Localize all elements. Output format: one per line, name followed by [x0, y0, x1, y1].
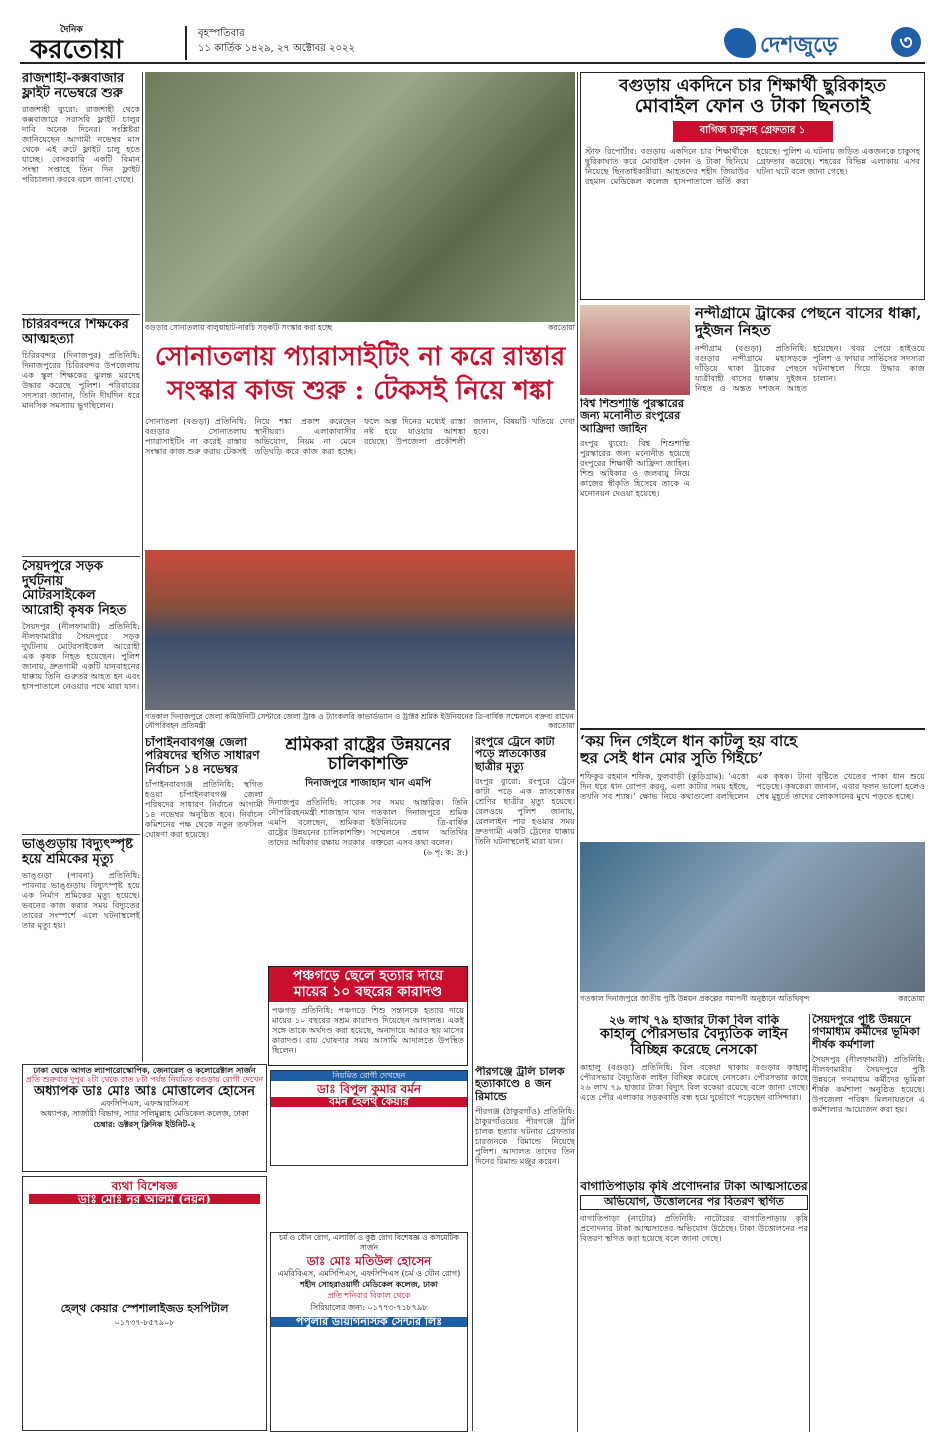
story-sonatola [145, 340, 575, 550]
ad-hospital: অধ্যাপক, সার্জারী বিভাগ, স্যার সলিমুল্লাহ মেডিকেল কলেজ, ঢাকা [40, 1109, 249, 1118]
ad-line: প্রতি শুক্রবার দুপুর ২টা থেকে রাত ৮টা পর্যন্ত নিয়মিত বগুড়ায় রোগী দেখেন [25, 1075, 264, 1084]
divider [22, 834, 140, 835]
story-headline: পীরগঞ্জে ট্রলি চালক হত্যাকাণ্ডে ৪ জন রিমান্ডে [475, 1066, 565, 1103]
story-headline: রংপুরে ট্রেনে কাটা পড়ে স্নাতকোত্তর ছাত্রীর মৃত্যু [475, 736, 555, 773]
story-chapai [145, 736, 263, 1061]
story-bogura-snatch [580, 72, 925, 300]
ad-title: ব্যথা বিশেষজ্ঞ [111, 1179, 178, 1193]
story-saidpur [22, 560, 140, 830]
section-title [720, 24, 925, 62]
story-chirirbandar [22, 318, 140, 553]
story-headline: নন্দীগ্রামে ট্রাকের পেছনে বাসের ধাক্কা, দুইজন নিহত [695, 305, 922, 339]
photo-road-repair [145, 72, 575, 322]
story-body: পঞ্চগড় প্রতিনিধি: পঞ্চগড়ে শিশু সন্তানকে হত্যার দায়ে মায়ের ১০ বছরের সশ্রম কারাদণ্ড দিয়েছেন আদালত। একই সঙ্গে তাকে অর্থদণ্ড করা হয়েছে, অনাদায়ে আরও ছয় মাসের কারাদণ্ড। রায় ঘোষণার সময় আসামি আদালতে উপস্থিত ছিলেন। [272, 1005, 464, 1056]
section-name: দেশজুড়ে [760, 32, 838, 58]
story-kahalu [580, 1014, 808, 1174]
story-body: পীরগঞ্জ (ঠাকুরগাঁও) প্রতিনিধি: ঠাকুরগাঁওয়ের পীরগঞ্জে ট্রলি চালক হত্যার ঘটনায় গ্রেফতার চারজনকে রিমান্ডে নিয়েছে পুলিশ। আদালত তাদের তিন দিনের রিমান্ড মঞ্জুর করেন। [475, 1105, 575, 1166]
masthead-date-block [198, 26, 458, 60]
ad-center: চেম্বার: ডক্টরস্ ক্লিনিক ইউনিট-২ [93, 1119, 196, 1129]
story-rajshahi [22, 72, 140, 312]
story-headline: সোনাতলায় প্যারাসাইটিং না করে রাস্তার সংস্কার কাজ শুরু : টেকসই নিয়ে শঙ্কা [154, 342, 566, 406]
story-bhanga [22, 838, 140, 1060]
ad-serial: সিরিয়ালের জন্য: ০১৭৭৩-৭১৮৭৯৮ [310, 1303, 428, 1312]
photo-caption [580, 994, 925, 1012]
masthead [20, 22, 925, 64]
bangladesh-map-icon [724, 28, 756, 58]
caption-text: গতকাল দিনাজপুরে জেলা কমিউনিটি সেন্টারে জেলা ট্রাক ও ট্যাংকলরি কাভার্ডভ্যান ও ট্রাক্টর শ্রমিক ইউনিয়নের ত্রি-বার্ষিক সম্মেলনে বক্তব্য রাখেন নৌপরিবহন প্রতিমন্ত্রী [145, 712, 574, 730]
ad-line: নিয়মিত রোগী দেখছেন [271, 1071, 467, 1081]
page-number: ৩ [891, 27, 921, 57]
ad-name: ডাঃ মোঃ মতিউল হোসেন [306, 1254, 432, 1268]
story-headline-1: পঞ্চগড়ে ছেলে হত্যার দায়ে [292, 968, 444, 984]
story-paddy [580, 728, 925, 838]
story-body: শফিকুর রহমান শফিক, ফুলবাড়ী (কুড়িগ্রাম): ‘এত্তো দিন ধরে ধান রোপণ করনু, এলা কাটার সময় হইছে, তখনি সব শ্যাষ।’ ক্ষোভ নিয়ে কথাগুলো বলছিলেন এক কৃষক। টানা বৃষ্টিতে খেতের পাকা ধান শুয়ে পড়েছে। কৃষকেরা জানান, এবার ফলন ভালো হলেও শেষ মুহূর্তে তাদের লোকসানের মুখে পড়তে হচ্ছে। [580, 770, 925, 801]
story-body: বাগাতিপাড়া (নাটোর) প্রতিনিধি: নাটোরের বাগাতিপাড়ায় কৃষি প্রণোদনার টাকা আত্মসাতের অভিযোগ উঠেছে। টাকা উত্তোলনের পর বিতরণ স্থগিত করা হয়েছে বলে জানা গেছে। [580, 1212, 808, 1243]
column-rule [142, 72, 143, 1062]
ad-name: ডাঃ মোঃ নূর আলম (নয়ন) [29, 1194, 260, 1204]
story-rangpur-train [475, 736, 575, 1061]
story-headline-1: ‘কয় দিন গেইলে ধান কাটলু হয় বাহে [580, 732, 798, 750]
story-body: চাঁপাইনবাবগঞ্জ প্রতিনিধি: স্থগিত হওয়া চাঁপাইনবাবগঞ্জ জেলা পরিষদের সাধারণ নির্বাচন আগামী ১৪ নভেম্বর অনুষ্ঠিত হবে। নির্বাচন কমিশনের পক্ষ থেকে নতুন তফসিল ঘোষণা করা হয়েছে। [145, 779, 263, 840]
ad-degree: এফসিপিএস, এফআরসিএস [100, 1099, 189, 1108]
logo-big: করতোয়া [30, 35, 123, 62]
ad-center: বর্মন হেলথ্ কেয়ার [271, 1097, 467, 1107]
ad-surgeon [22, 1064, 267, 1172]
masthead-day: বৃহস্পতিবার [198, 28, 245, 39]
story-body: সোনাতলা (বগুড়া) প্রতিনিধি: বগুড়ার সোনাতলায় প্যারাসাইটিং না করেই রাস্তার সংস্কার কাজ শুরু করায় টেকসই নিয়ে শঙ্কা প্রকাশ করেছেন স্থানীয়রা। এলাকাবাসীর অভিযোগ, নিয়ম না মেনে তড়িঘড়ি করে কাজ করা হচ্ছে। ফলে অল্প দিনের মধ্যেই রাস্তা নষ্ট হয়ে যাওয়ার আশঙ্কা রয়েছে। উপজেলা প্রকৌশলী জানান, বিষয়টি খতিয়ে দেখা হবে। [145, 416, 575, 456]
ad-hospital: হেল্থ কেয়ার স্পেশালাইজড হসপিটাল [60, 1302, 229, 1315]
newspaper-logo [30, 22, 180, 62]
story-body: স্টাফ রিপোর্টার: বগুড়ায় একদিনে চার শিক্ষার্থীকে ছুরিকাঘাত করে মোবাইল ফোন ও টাকা ছিনিয়ে নিয়েছে ছিনতাইকারীরা। আহতদের শহীদ জিয়াউর রহমান মেডিকেল কলেজ হাসপাতালে ভর্তি করা হয়েছে। পুলিশ এ ঘটনায় জড়িত একজনকে চাকুসহ গ্রেফতার করেছে। শহরের বিভিন্ন এলাকায় এসব ঘটনা ঘটে বলে জানা গেছে। [585, 146, 920, 187]
ad-time: প্রতি শনিবার বিকাল থেকে [327, 1291, 411, 1300]
logo-small: দৈনিক [60, 25, 83, 35]
ad-line: ঢাকা থেকে আগত ল্যাপারোস্কোপিক, জেনারেল ও কলোরেক্টাল সার্জন [33, 1065, 256, 1075]
photo-caption [145, 323, 575, 335]
story-pirganj [475, 1066, 575, 1431]
photo-nutrition-event [580, 842, 925, 992]
story-headline-1: ২৬ লাখ ৭৯ হাজার টাকা বিল বাকি [608, 1014, 780, 1027]
story-nandigram [695, 305, 925, 725]
story-headline: চিরিরবন্দরে শিক্ষকের আত্মহত্যা [22, 318, 129, 347]
caption-credit: করতোয়া [548, 721, 575, 730]
column-rule [472, 736, 473, 1431]
story-kicker: বাগিজ চাকুসহ গ্রেফতার ১ [673, 121, 833, 142]
story-headline-2: মায়ের ১০ বছরের কারাদণ্ড [293, 983, 443, 1000]
ad-name: অধ্যাপক ডাঃ মোঃ আঃ মোত্তালেব হোসেন [33, 1084, 256, 1099]
photo-conference [145, 550, 575, 710]
story-body: চিরিরবন্দর (দিনাজপুর) প্রতিনিধি: দিনাজপুরের চিরিরবন্দর উপজেলায় এক স্কুল শিক্ষকের ঝুলন্ত মরদেহ উদ্ধার করেছে পুলিশ। পরিবারের সদস্যরা জানান, তিনি দীর্ঘদিন ধরে মানসিক সমস্যায় ভুগছিলেন। [22, 350, 140, 411]
divider [22, 556, 140, 557]
ad-skin [270, 1232, 468, 1432]
story-headline-2: মোবাইল ফোন ও টাকা ছিনতাই [634, 95, 871, 118]
story-headline: শ্রমিকরা রাষ্ট্রের উন্নয়নের চালিকাশক্তি [285, 736, 451, 775]
column-rule [577, 72, 578, 1432]
story-headline: বাগাতিপাড়ায় কৃষি প্রণোদনার টাকা আত্মসাতের [580, 1180, 808, 1193]
story-headline: ভাঙ্গুড়ায় বিদ্যুৎস্পৃষ্ট হয়ে শ্রমিকের মৃত্যু [22, 838, 133, 867]
story-headline: সৈয়দপুরে সড়ক দুর্ঘটনায় মোটরসাইকেল আরোহী কৃষক নিহত [22, 560, 127, 618]
story-headline: বিশ্ব শিশুশান্তি পুরস্কারের জন্য মনোনীত রংপুরের আফ্রিদা জাহিন [580, 398, 684, 435]
jump-line: (৬ পৃ: ক: দ্র:) [423, 847, 468, 858]
story-headline: রাজশাহী-কক্সবাজার ফ্লাইট নভেম্বরে শুরু [22, 72, 125, 101]
ad-name: ডাঃ বিপুল কুমার বর্মন [316, 1082, 422, 1096]
story-subhead: অভিযোগ, উত্তোলনের পর বিতরণ স্থগিত [580, 1195, 808, 1209]
masthead-divider [185, 26, 187, 60]
story-body: রংপুর ব্যুরো: বিশ্ব শিশুশান্তি পুরস্কারের জন্য মনোনীত হয়েছে রংপুরের শিক্ষার্থী আফ্রিদা জাহিন। শিশু অধিকার ও জলবায়ু নিয়ে কাজের স্বীকৃতি হিসেবে তাকে এ মনোনয়ন দেওয়া হয়েছে। [580, 437, 690, 498]
ad-hospital: শহীদ সোহরাওয়ার্দী মেডিকেল কলেজ, ঢাকা [300, 1279, 438, 1289]
photo-caption [145, 712, 575, 732]
masthead-date: ১১ কার্তিক ১৪২৯, ২৭ অক্টোবর ২০২২ [198, 43, 355, 54]
story-body: সৈয়দপুর (নীলফামারী) প্রতিনিধি: নীলফামারীর সৈয়দপুরে সড়ক দুর্ঘটনায় মোটরসাইকেল আরোহী এক কৃষক নিহত হয়েছেন। পুলিশ জানায়, দ্রুতগামী একটি যানবাহনের ধাক্কায় তিনি গুরুতর আহত হন এবং হাসপাতালে নেওয়ার পথে মারা যান। [22, 621, 140, 692]
ad-bipul [270, 1070, 468, 1166]
story-headline-1: বগুড়ায় একদিনে চার শিক্ষার্থী ছুরিকাহত [619, 76, 886, 96]
photo-afrida [580, 305, 690, 395]
caption-credit: করতোয়া [898, 994, 925, 1003]
story-body: নন্দীগ্রাম (বগুড়া) প্রতিনিধি: বগুড়ার নন্দীগ্রামে মহাসড়কে দাঁড়িয়ে থাকা ট্রাকের পেছনে যাত্রীবাহী বাসের ধাক্কায় দুইজন নিহত ও অন্তত দশজন আহত হয়েছেন। খবর পেয়ে হাইওয়ে পুলিশ ও ফায়ার সার্ভিসের সদস্যরা ঘটনাস্থলে গিয়ে উদ্ধার কাজ চালান। [695, 342, 925, 393]
ad-pain [22, 1176, 267, 1431]
divider [22, 314, 140, 315]
story-body: রংপুর ব্যুরো: রংপুরে ট্রেনে কাটা পড়ে এক স্নাতকোত্তর শ্রেণির ছাত্রীর মৃত্যু হয়েছে। রেলওয়ে পুলিশ জানায়, রেললাইন পার হওয়ার সময় দ্রুতগামী একটি ট্রেনের ধাক্কায় তিনি ঘটনাস্থলেই মারা যান। [475, 775, 575, 846]
ad-phone: ০১৭৩৭-৮৫৭৯০৮ [114, 1318, 175, 1327]
story-body: ভাঙ্গুড়া (পাবনা) প্রতিনিধি: পাবনার ভাঙ্গুড়ায় বিদ্যুৎস্পৃষ্ট হয়ে এক নির্মাণ শ্রমিকের মৃত্যু হয়েছে। ভবনের কাজ করার সময় বিদ্যুতের তারের সংস্পর্শে এলে ঘটনাস্থলেই তার মৃত্যু হয়। [22, 870, 140, 931]
story-headline-2: কাহালু পৌরসভার বৈদ্যুতিক লাইন বিচ্ছিন্ন করেছে নেসকো [600, 1026, 788, 1059]
story-saidpur-nutrition [812, 1014, 925, 1429]
caption-credit: করতোয়া [548, 323, 575, 332]
ad-line: চর্ম ও যৌন রোগ, এলার্জি ও কুষ্ঠ রোগ বিশেষজ্ঞ ও কসমেটিক সার্জন [279, 1233, 459, 1252]
story-body: রাজশাহী ব্যুরো: রাজশাহী থেকে কক্সবাজারে সরাসরি ফ্লাইট চালুর দাবি অনেক দিনের। সংশ্লিষ্টরা জানিয়েছেন আগামী নভেম্বর মাস থেকে এই রুটে ফ্লাইট চালু হতে যাচ্ছে। বেসরকারি একটি বিমান সংস্থা সপ্তাহে তিন দিন ফ্লাইট পরিচালনা করবে বলে জানা গেছে। [22, 104, 140, 185]
story-body: সৈয়দপুর (নীলফামারী) প্রতিনিধি: নীলফামারীর সৈয়দপুরে পুষ্টি উন্নয়নে গণমাধ্যম কর্মীদের ভূমিকা শীর্ষক কর্মশালা অনুষ্ঠিত হয়েছে। উপজেলা পরিষদ মিলনায়তনে এ কর্মশালার আয়োজন করা হয়। [812, 1053, 925, 1114]
story-body: দিনাজপুর প্রতিনিধি: সাবেক নৌপরিবহনমন্ত্রী শাজাহান খান এমপি বলেছেন, শ্রমিকরা রাষ্ট্রের উন্নয়নের চালিকাশক্তি। তাদের অধিকার রক্ষায় সরকার সব সময় আন্তরিক। তিনি গতকাল দিনাজপুরে শ্রমিক ইউনিয়নের ত্রি-বার্ষিক সম্মেলনে প্রধান অতিথির বক্তব্যে এসব কথা বলেন। [268, 797, 468, 848]
story-subhead: দিনাজপুরে শাজাহান খান এমপি [305, 778, 431, 790]
ad-degree: এমবিবিএস, এমসিপিএস, এফসিপিএস (চর্ম ও যৌন রোগ) [277, 1269, 461, 1278]
story-headline: সৈয়দপুরে পুষ্টি উন্নয়নে গণমাধ্যম কর্মীদের ভূমিকা শীর্ষক কর্মশালা [812, 1014, 920, 1051]
story-headline: চাঁপাইনবাবগঞ্জ জেলা পরিষদের স্থগিত সাধারণ নির্বাচন ১৪ নভেম্বর [145, 736, 260, 776]
column-rule [809, 1014, 810, 1432]
ad-center: পপুলার ডায়াগনস্টিক সেন্টার লিঃ [271, 1317, 467, 1327]
story-panchagarh [268, 966, 468, 1066]
caption-text: বগুড়ার সোনাতলায় বালুয়াহাট-নারচি সড়কটি সংস্কার করা হচ্ছে [145, 323, 332, 332]
story-bagatipara [580, 1180, 808, 1430]
caption-text: গতকাল দিনাজপুরে জাতীয় পুষ্টি উন্নয়ন প্রকল্পের সমাপনী অনুষ্ঠানে অতিথিবৃন্দ [580, 994, 810, 1003]
story-body: কাহালু (বগুড়া) প্রতিনিধি: বিল বকেয়া থাকায় বগুড়ার কাহালু পৌরসভার বৈদ্যুতিক লাইন বিচ্ছিন্ন করেছে নেসকো। পৌরসভার কাছে ২৬ লাখ ৭৯ হাজার টাকা বিদ্যুৎ বিল বকেয়া রয়েছে বলে জানা গেছে। এতে পৌর এলাকার সড়কবাতি বন্ধ হয়ে দুর্ভোগে পড়েছেন বাসিন্দারা। [580, 1061, 808, 1102]
story-shromik [268, 736, 468, 964]
story-headline-2: হুর সেই ধান মোর সুতি গিইচে’ [580, 748, 764, 767]
